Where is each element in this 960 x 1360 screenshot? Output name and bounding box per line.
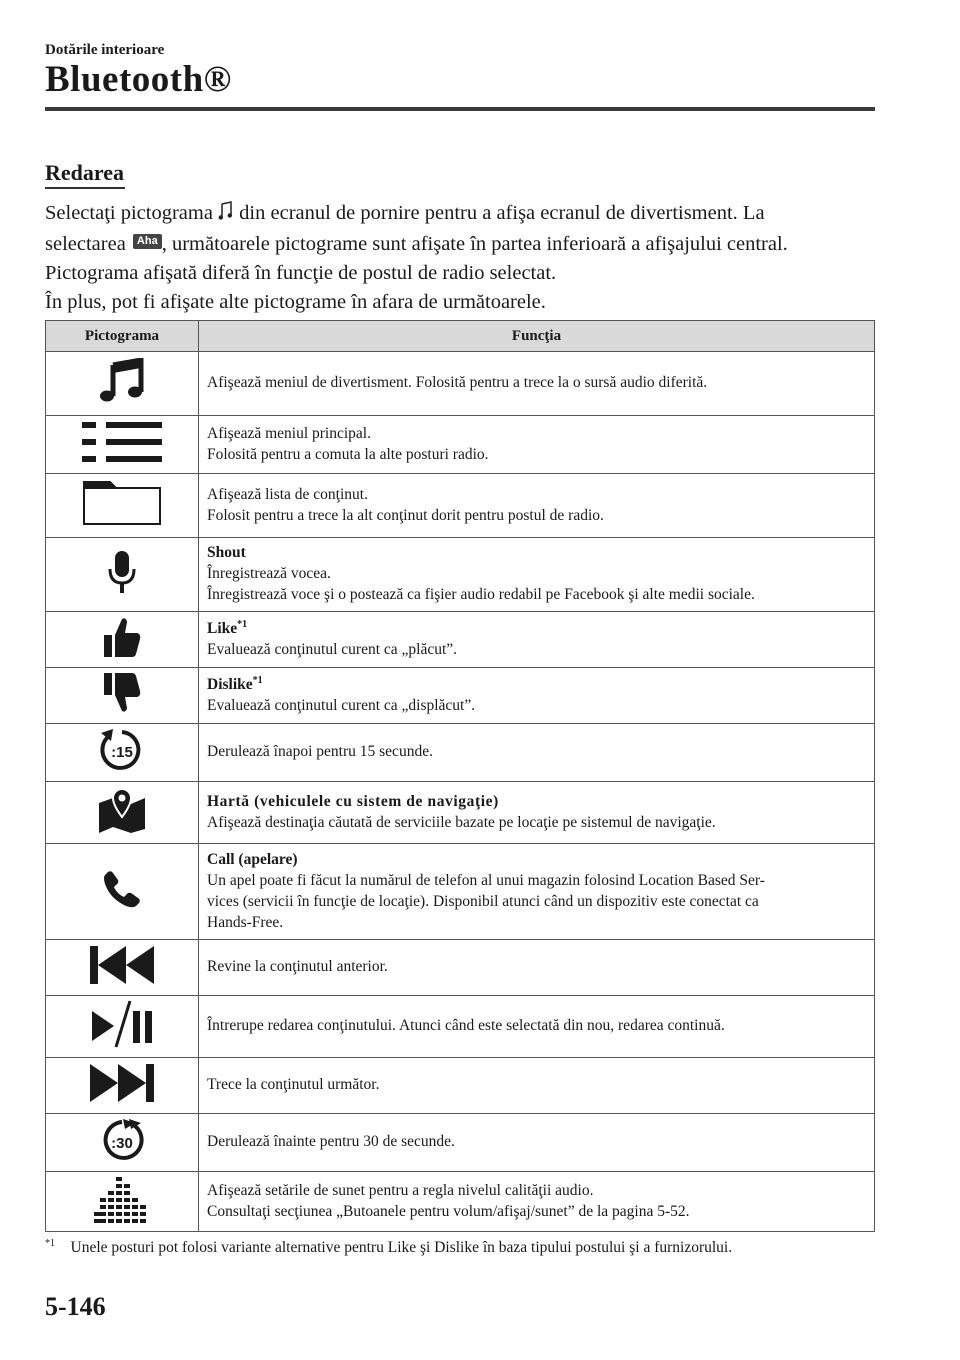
table-row: Întrerupe redarea conţinutului. Atunci când este selectată din nou, redarea continuă. [46,996,875,1058]
section-label: Dotările interioare [45,42,165,58]
map-pin-icon [97,787,147,833]
microphone-icon [107,549,137,595]
thumbs-up-icon [102,615,142,659]
column-header-function: Funcţia [199,321,875,352]
folder-icon [82,480,162,526]
table-row: Afişează meniul de divertisment. Folosită pentru a trece la o sursă audio diferită. [46,352,875,416]
table-row: :15 Derulează înapoi pentru 15 secunde. [46,724,875,782]
svg-text::15: :15 [111,743,133,761]
intro-text [45,199,885,317]
music-note-icon [218,201,234,230]
music-note-icon [97,358,147,404]
page-title: Bluetooth® [45,59,232,100]
skip-back-icon [90,944,154,986]
aha-icon: Aha [133,234,162,249]
table-row: Afişează meniul principal. Folosită pentru a comuta la alte posturi radio. [46,416,875,474]
table-row: Hartă (vehiculele cu sistem de navigaţie) Afişează destinaţia căutată de serviciile bazate pe locaţie pe sistemul de navigaţie. [46,782,875,844]
play-pause-icon [90,999,154,1049]
table-row: Shout Înregistrează vocea. Înregistrează voce şi o postează ca fişier audio redabil pe Facebook şi alte medii sociale. [46,538,875,612]
svg-text::30: :30 [111,1134,133,1152]
table-row: Call (apelare) Un apel poate fi făcut la numărul de telefon al unui magazin folosind Location Based Ser- vices (servicii în funcţie de locaţie). Disponibil atunci când un dispozitiv este conectat ca Hands-Free. [46,844,875,940]
intro-line-1: Selectaţi pictograma din ecranul de pornire pentru a afişa ecranul de divertisment. La [45,199,885,230]
table-row: Revine la conţinutul anterior. [46,940,875,996]
title-divider [45,107,875,111]
table-row: :30 Derulează înainte pentru 30 de secunde. [46,1114,875,1172]
intro-line-4: În plus, pot fi afişate alte pictograme în afara de următoarele. [45,291,546,313]
equalizer-icon [94,1175,150,1223]
footnote: $^{*1}$ Unele posturi pot folosi variante alternative pentru Like şi Dislike în baza tipului postului şi a furnizorului. [45,1237,733,1256]
rewind-15-icon [99,727,145,773]
table-row: Afişează lista de conţinut. Folosit pentru a trece la alt conţinut dorit pentru postul de radio. [46,474,875,538]
table-row: Afişează setările de sunet pentru a regla nivelul calităţii audio. Consultaţi secţiunea „Butoanele pentru volum/afişaj/sunet” de la pagina 5-52. [46,1172,875,1232]
thumbs-down-icon [102,671,142,715]
sub-heading: Redarea [45,160,125,185]
intro-line-3: Pictograma afişată diferă în funcţie de postul de radio selectat. [45,262,557,284]
sub-heading-underline [45,187,125,189]
menu-list-icon [82,420,162,464]
icon-function-table [45,320,875,1232]
intro-line-2: selectarea Aha , următoarele pictograme sunt afişate în partea inferioară a afişajului central. [45,233,788,255]
column-header-icon: Pictograma [46,321,199,352]
skip-forward-icon [90,1062,154,1104]
table-row: Dislike$^{*1}$ Evaluează conţinutul curent ca „displăcut”. [46,668,875,724]
table-header-row [46,321,875,352]
page-number: 5-146 [45,1292,106,1321]
table-row: Like$^{*1}$ Evaluează conţinutul curent ca „plăcut”. [46,612,875,668]
forward-30-icon [99,1117,145,1163]
table-row: Trece la conţinutul următor. [46,1058,875,1114]
phone-icon [102,869,142,909]
